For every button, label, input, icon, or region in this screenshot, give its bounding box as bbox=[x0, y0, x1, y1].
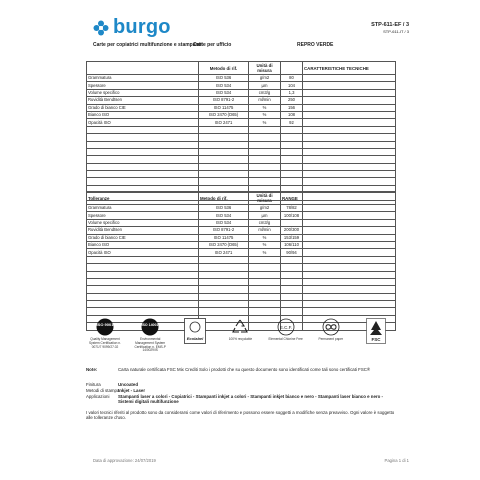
table-cell bbox=[87, 148, 199, 155]
technical-characteristics-table bbox=[86, 61, 396, 201]
table-row bbox=[87, 293, 396, 300]
table-row bbox=[87, 234, 396, 241]
svg-text:Ecolabel: Ecolabel bbox=[187, 336, 204, 341]
header-cell: Tolleranze bbox=[87, 192, 199, 205]
table-cell: ml/min bbox=[249, 97, 281, 104]
applications-value: Stampanti laser a colori - Copiatrici - Stampanti inkjet a colori - Stampanti inkjet bianco e nero - Stampanti laser bianco e nero - Sistemi digitali multifunzione bbox=[118, 394, 383, 405]
table-body bbox=[87, 75, 396, 201]
table-cell: ISO 534 bbox=[199, 89, 249, 96]
table-row bbox=[87, 219, 396, 226]
product-subcategory: Carte per ufficio bbox=[193, 42, 232, 48]
table-cell bbox=[199, 163, 249, 170]
header-cell bbox=[281, 62, 303, 75]
table-cell bbox=[281, 308, 303, 315]
table-cell: µm bbox=[249, 82, 281, 89]
table-row bbox=[87, 171, 396, 178]
table-cell: ISO 536 bbox=[199, 75, 249, 82]
table-cell: Opacità ISO bbox=[87, 249, 199, 256]
table-cell bbox=[199, 286, 249, 293]
table-cell bbox=[249, 264, 281, 271]
page-number: Pagina 1 di 1 bbox=[384, 458, 409, 463]
product-name: REPRO VERDE bbox=[297, 42, 334, 48]
table-row bbox=[87, 308, 396, 315]
table-cell bbox=[199, 256, 249, 263]
table-cell: Ruvidità Bendtsen bbox=[87, 227, 199, 234]
table-cell bbox=[303, 301, 396, 308]
table-cell bbox=[199, 264, 249, 271]
document-code: STP-611-EF / 3 bbox=[371, 22, 409, 28]
header-cell: Metodo di rif. bbox=[199, 192, 249, 205]
table-cell: 108 bbox=[281, 111, 303, 118]
table-row bbox=[87, 278, 396, 285]
table-cell bbox=[87, 308, 199, 315]
ecf-icon bbox=[277, 318, 295, 336]
cert-caption: Environmental Management System Certification n. EMS-P 14/0029/IS bbox=[134, 337, 166, 353]
table-cell bbox=[303, 271, 396, 278]
print-method-label: Metodi di stampa bbox=[86, 388, 120, 393]
table-cell: Opacità ISO bbox=[87, 119, 199, 126]
iso-9001-icon bbox=[96, 318, 114, 336]
table-cell: 200/300 bbox=[281, 227, 303, 234]
table-cell bbox=[281, 271, 303, 278]
table-cell bbox=[303, 163, 396, 170]
table-cell: 250 bbox=[281, 97, 303, 104]
table-cell: cm3/g bbox=[249, 219, 281, 226]
table-cell: 106/110 bbox=[281, 241, 303, 248]
table-cell: % bbox=[249, 241, 281, 248]
table-cell bbox=[249, 171, 281, 178]
table-cell bbox=[303, 219, 396, 226]
table-cell bbox=[87, 264, 199, 271]
table-cell: Grammatura bbox=[87, 75, 199, 82]
table-cell bbox=[249, 278, 281, 285]
table-cell bbox=[281, 293, 303, 300]
table-header-row bbox=[87, 192, 396, 205]
finish-value: Uncoated bbox=[118, 382, 139, 387]
table-cell bbox=[303, 89, 396, 96]
table-cell bbox=[249, 178, 281, 185]
header-cell: CARATTERISTICHE TECNICHE bbox=[303, 62, 396, 75]
table-row bbox=[87, 178, 396, 185]
table-cell bbox=[87, 278, 199, 285]
table-cell: 1,3 bbox=[281, 89, 303, 96]
table-cell: Bianco ISO bbox=[87, 111, 199, 118]
table-cell bbox=[303, 82, 396, 89]
table-cell bbox=[87, 163, 199, 170]
table-cell: ISO 536 bbox=[199, 205, 249, 212]
table-cell bbox=[249, 286, 281, 293]
note-section bbox=[86, 367, 395, 379]
table-cell: g/m2 bbox=[249, 205, 281, 212]
table-cell bbox=[303, 286, 396, 293]
table-cell: g/m2 bbox=[249, 75, 281, 82]
table-cell bbox=[303, 126, 396, 133]
certifications-row bbox=[86, 318, 395, 353]
table-cell: Grammatura bbox=[87, 205, 199, 212]
table-cell bbox=[303, 278, 396, 285]
table-header-row bbox=[87, 62, 396, 75]
table-cell bbox=[87, 301, 199, 308]
table-cell: 104 bbox=[281, 82, 303, 89]
disclaimer-text: I valori tecnici riferiti al prodotto sono da considerarsi come valori di riferimento e possono essere soggetti a modifiche senza preavviso. Ogni valore è soggetto alle tolleranze d'uso. bbox=[86, 410, 395, 421]
tolerances-table bbox=[86, 191, 396, 331]
table-cell: Bianco ISO bbox=[87, 241, 199, 248]
table-cell bbox=[281, 178, 303, 185]
table-row bbox=[87, 104, 396, 111]
finish-label: Finitura bbox=[86, 382, 101, 387]
iso-9001-cert bbox=[86, 318, 124, 353]
table-cell: % bbox=[249, 104, 281, 111]
table-row bbox=[87, 156, 396, 163]
table-row bbox=[87, 126, 396, 133]
table-cell bbox=[87, 271, 199, 278]
cert-caption: 100% recyclable bbox=[228, 337, 253, 341]
header-cell bbox=[87, 62, 199, 75]
table-row bbox=[87, 256, 396, 263]
table-cell: 153/159 bbox=[281, 234, 303, 241]
table-row bbox=[87, 227, 396, 234]
ecolabel-icon bbox=[184, 318, 206, 344]
table-cell bbox=[303, 227, 396, 234]
fsc-cert bbox=[357, 318, 395, 353]
document-code-sub: STP-611-IT / 3 bbox=[383, 29, 409, 34]
table-cell bbox=[281, 126, 303, 133]
table-cell bbox=[199, 141, 249, 148]
header-cell bbox=[303, 192, 396, 205]
approval-date: Data di approvazione: 24/07/2019 bbox=[93, 458, 156, 463]
permanent-paper-cert bbox=[312, 318, 350, 353]
table-cell bbox=[303, 178, 396, 185]
table-cell: % bbox=[249, 249, 281, 256]
table-cell bbox=[303, 256, 396, 263]
table-cell: ISO 8791-2 bbox=[199, 97, 249, 104]
iso-14001-icon bbox=[141, 318, 159, 336]
table-row bbox=[87, 111, 396, 118]
table-cell bbox=[249, 301, 281, 308]
table-cell bbox=[303, 249, 396, 256]
table-cell: Volume specifico bbox=[87, 219, 199, 226]
table-row bbox=[87, 82, 396, 89]
table-cell bbox=[281, 219, 303, 226]
table-cell: ISO 534 bbox=[199, 219, 249, 226]
table-cell bbox=[249, 141, 281, 148]
table-cell bbox=[199, 278, 249, 285]
table-cell bbox=[199, 126, 249, 133]
table-cell bbox=[87, 134, 199, 141]
print-method-value: Inkjet - Laser bbox=[118, 388, 146, 393]
table-cell: % bbox=[249, 119, 281, 126]
table-cell: µm bbox=[249, 212, 281, 219]
table-cell bbox=[303, 171, 396, 178]
table-row bbox=[87, 301, 396, 308]
brand-name: burgo bbox=[113, 16, 171, 38]
table-cell: Spessore bbox=[87, 212, 199, 219]
table-cell bbox=[281, 148, 303, 155]
table-cell: 92 bbox=[281, 119, 303, 126]
table-cell: ISO 2471 bbox=[199, 119, 249, 126]
recyclable-cert bbox=[221, 318, 259, 353]
table-cell bbox=[87, 286, 199, 293]
table-cell bbox=[249, 156, 281, 163]
table-row bbox=[87, 119, 396, 126]
table-cell: ISO 2471 bbox=[199, 249, 249, 256]
header-cell: RANGE bbox=[281, 192, 303, 205]
table-row bbox=[87, 75, 396, 82]
table-cell bbox=[249, 163, 281, 170]
table-cell bbox=[249, 308, 281, 315]
table-cell: % bbox=[249, 111, 281, 118]
table-cell bbox=[199, 148, 249, 155]
table-cell bbox=[281, 134, 303, 141]
table-cell bbox=[303, 308, 396, 315]
cert-caption: Elemental Chlorine Free bbox=[268, 337, 303, 341]
table-cell: 100/108 bbox=[281, 212, 303, 219]
table-cell: ISO 534 bbox=[199, 212, 249, 219]
table-cell bbox=[199, 156, 249, 163]
table-cell bbox=[303, 212, 396, 219]
ecolabel-cert bbox=[176, 318, 214, 353]
table-row bbox=[87, 249, 396, 256]
table-cell bbox=[303, 156, 396, 163]
svg-text:ISO 14001: ISO 14001 bbox=[141, 323, 159, 327]
table-cell: Spessore bbox=[87, 82, 199, 89]
table-cell bbox=[249, 126, 281, 133]
table-cell bbox=[249, 134, 281, 141]
cert-caption: Permanent paper bbox=[318, 337, 344, 341]
table-cell: ISO 534 bbox=[199, 82, 249, 89]
table-cell bbox=[199, 308, 249, 315]
table-cell bbox=[281, 171, 303, 178]
table-cell bbox=[87, 126, 199, 133]
table-cell: ISO 11475 bbox=[199, 234, 249, 241]
table-cell bbox=[87, 141, 199, 148]
table-cell: ml/min bbox=[249, 227, 281, 234]
table-row bbox=[87, 148, 396, 155]
table-cell bbox=[303, 293, 396, 300]
table-cell bbox=[281, 264, 303, 271]
svg-text:ISO 9001: ISO 9001 bbox=[96, 322, 114, 327]
header-cell: Unità di misura bbox=[249, 192, 281, 205]
table-cell bbox=[303, 241, 396, 248]
table-row bbox=[87, 205, 396, 212]
table-cell bbox=[281, 163, 303, 170]
table-cell: Ruvidità Bendtsen bbox=[87, 97, 199, 104]
table-cell bbox=[199, 293, 249, 300]
table-cell: ISO 8791-2 bbox=[199, 227, 249, 234]
table-cell: ISO 2470 (D65) bbox=[199, 111, 249, 118]
iso-14001-cert bbox=[131, 318, 169, 353]
table-cell bbox=[249, 148, 281, 155]
table-cell bbox=[87, 171, 199, 178]
brand-logo bbox=[93, 16, 171, 39]
table-cell bbox=[199, 171, 249, 178]
table-cell bbox=[303, 141, 396, 148]
note-text: Carta naturale certificata FSC Mix Crediti Solo i prodotti che su questo documento sono identificati come tali sono certificati FSC® bbox=[118, 367, 371, 372]
table-cell: 78/82 bbox=[281, 205, 303, 212]
cert-caption: Quality Management System Certification n. 0071/7 9099/27.02 bbox=[89, 337, 121, 349]
table-cell bbox=[249, 293, 281, 300]
table-cell bbox=[303, 205, 396, 212]
table-cell bbox=[303, 75, 396, 82]
recycle-icon bbox=[231, 318, 249, 336]
table-row bbox=[87, 134, 396, 141]
burgo-flower-icon bbox=[93, 20, 109, 36]
table-row bbox=[87, 271, 396, 278]
table-row bbox=[87, 212, 396, 219]
note-label: Note: bbox=[86, 367, 98, 372]
table-cell bbox=[87, 178, 199, 185]
table-cell bbox=[199, 178, 249, 185]
table-cell: % bbox=[249, 234, 281, 241]
table-cell bbox=[303, 97, 396, 104]
table-cell bbox=[303, 111, 396, 118]
table-cell bbox=[303, 264, 396, 271]
table-cell bbox=[281, 301, 303, 308]
table-cell bbox=[87, 293, 199, 300]
header-cell: Unità di misura bbox=[249, 62, 281, 75]
table-row bbox=[87, 163, 396, 170]
table-cell bbox=[303, 119, 396, 126]
table-cell: 156 bbox=[281, 104, 303, 111]
table-row bbox=[87, 89, 396, 96]
table-cell bbox=[303, 148, 396, 155]
table-cell bbox=[281, 278, 303, 285]
table-row bbox=[87, 241, 396, 248]
table-row bbox=[87, 97, 396, 104]
table-cell bbox=[249, 271, 281, 278]
table-cell bbox=[199, 134, 249, 141]
table-body bbox=[87, 205, 396, 331]
table-row bbox=[87, 141, 396, 148]
svg-text:E.C.F.: E.C.F. bbox=[279, 325, 292, 330]
table-cell: cm3/g bbox=[249, 89, 281, 96]
table-cell bbox=[303, 134, 396, 141]
table-cell bbox=[249, 256, 281, 263]
table-cell bbox=[303, 234, 396, 241]
table-cell: Grado di bianco CIE bbox=[87, 234, 199, 241]
applications-label: Applicazioni bbox=[86, 394, 110, 399]
table-cell bbox=[281, 256, 303, 263]
table-cell: 90/94 bbox=[281, 249, 303, 256]
table-cell: 80 bbox=[281, 75, 303, 82]
header-cell: Metodo di rif. bbox=[199, 62, 249, 75]
table-cell: Volume specifico bbox=[87, 89, 199, 96]
table-cell bbox=[199, 301, 249, 308]
table-cell bbox=[199, 271, 249, 278]
table-row bbox=[87, 264, 396, 271]
table-cell bbox=[87, 256, 199, 263]
table-cell bbox=[87, 156, 199, 163]
fsc-tree-icon bbox=[366, 318, 386, 344]
table-row bbox=[87, 286, 396, 293]
svg-text:FSC: FSC bbox=[371, 337, 381, 342]
table-cell: ISO 11475 bbox=[199, 104, 249, 111]
table-cell bbox=[303, 104, 396, 111]
table-cell: ISO 2470 (D65) bbox=[199, 241, 249, 248]
table-cell bbox=[281, 141, 303, 148]
ecf-cert bbox=[267, 318, 305, 353]
applications-row bbox=[86, 394, 395, 406]
table-cell: Grado di bianco CIE bbox=[87, 104, 199, 111]
table-cell bbox=[281, 156, 303, 163]
infinity-icon bbox=[322, 318, 340, 336]
product-category: Carte per copiatrici multifunzione e stampanti bbox=[93, 42, 202, 48]
table-cell bbox=[281, 286, 303, 293]
